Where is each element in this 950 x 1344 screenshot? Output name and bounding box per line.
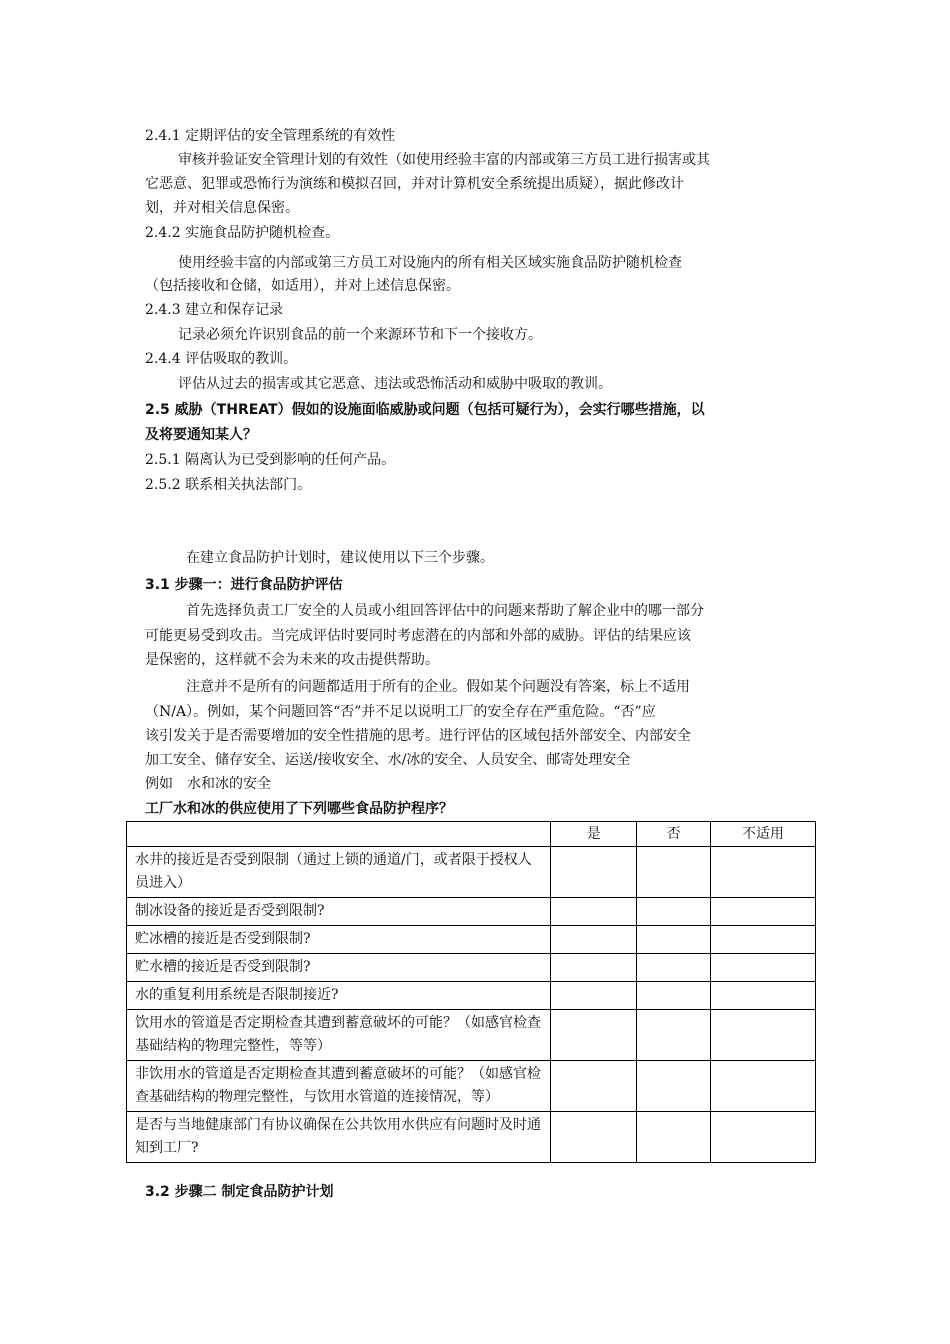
section-2-5-2-item: 2.5.2 联系相关执法部门。 [145,477,312,493]
paragraph-line: 审核并验证安全管理计划的有效性（如使用经验丰富的内部或第三方员工进行损害或其 [178,152,710,168]
yes-cell[interactable] [551,926,637,954]
section-2-4-3-heading: 2.4.3 建立和保存记录 [145,302,284,318]
question-cell: 制冰设备的接近是否受到限制? [127,898,551,926]
paragraph-line: 可能更易受到攻击。当完成评估时要同时考虑潜在的内部和外部的威胁。评估的结果应该 [145,628,691,644]
table-row [127,1010,816,1061]
table-header-row [127,822,816,847]
question-cell: 贮冰槽的接近是否受到限制? [127,926,551,954]
paragraph-line: 记录必须允许识别食品的前一个来源环节和下一个接收方。 [178,327,542,343]
paragraph-line: 评估从过去的损害或其它恶意、违法或恐怖活动和威胁中吸取的教训。 [178,376,612,392]
paragraph-line: （包括接收和仓储，如适用），并对上述信息保密。 [145,278,460,294]
paragraph-line: 它恶意、犯罪或恐怖行为演练和模拟召回，并对计算机安全系统提出质疑），据此修改计 [145,176,684,192]
no-cell[interactable] [637,1010,711,1061]
yes-cell[interactable] [551,1061,637,1112]
na-cell[interactable] [711,1061,816,1112]
table-row [127,982,816,1010]
na-cell[interactable] [711,926,816,954]
header-na: 不适用 [711,822,816,847]
question-cell: 饮用水的管道是否定期检查其遭到蓄意破坏的可能？（如感官检查基础结构的物理完整性，等等） [127,1010,551,1061]
no-cell[interactable] [637,926,711,954]
question-cell: 非饮用水的管道是否定期检查其遭到蓄意破坏的可能？（如感官检查基础结构的物理完整性，与饮用水管道的连接情况，等） [127,1061,551,1112]
section-2-4-1-heading: 2.4.1 定期评估的安全管理系统的有效性 [145,128,396,144]
table-row [127,1061,816,1112]
no-cell[interactable] [637,982,711,1010]
na-cell[interactable] [711,1112,816,1163]
table-row [127,954,816,982]
table-row [127,847,816,898]
yes-cell[interactable] [551,954,637,982]
paragraph-line: （N/A）。例如，某个问题回答“否”并不足以说明工厂的安全存在严重危险。“否”应 [145,704,656,720]
section-3-1-heading: 3.1 步骤一：进行食品防护评估 [145,577,343,593]
header-yes: 是 [551,822,637,847]
water-ice-checklist-table [126,821,816,1163]
table-row [127,1112,816,1163]
yes-cell[interactable] [551,898,637,926]
yes-cell[interactable] [551,847,637,898]
paragraph-line: 注意并不是所有的问题都适用于所有的企业。假如某个问题没有答案，标上不适用 [186,679,690,695]
example-label: 例如 水和冰的安全 [145,776,271,792]
table-row [127,926,816,954]
yes-cell[interactable] [551,1112,637,1163]
table-row [127,898,816,926]
question-cell: 贮水槽的接近是否受到限制? [127,954,551,982]
paragraph-line: 首先选择负责工厂安全的人员或小组回答评估中的问题来帮助了解企业中的哪一部分 [186,603,704,619]
section-2-4-2-heading: 2.4.2 实施食品防护随机检查。 [145,225,340,241]
no-cell[interactable] [637,954,711,982]
section-2-4-4-heading: 2.4.4 评估吸取的教训。 [145,351,298,367]
section-2-5-heading: 2.5 威胁（THREAT）假如的设施面临威胁或问题（包括可疑行为），会实行哪些措施，以 [145,402,705,418]
paragraph-line: 是保密的，这样就不会为未来的攻击提供帮助。 [145,652,439,668]
na-cell[interactable] [711,982,816,1010]
section-2-5-1-item: 2.5.1 隔离认为已受到影响的任何产品。 [145,452,396,468]
section-3-2-heading: 3.2 步骤二 制定食品防护计划 [145,1184,334,1200]
no-cell[interactable] [637,847,711,898]
paragraph-line: 使用经验丰富的内部或第三方员工对设施内的所有相关区域实施食品防护随机检查 [178,255,682,271]
na-cell[interactable] [711,1010,816,1061]
no-cell[interactable] [637,898,711,926]
question-cell: 是否与当地健康部门有协议确保在公共饮用水供应有问题时及时通知到工厂? [127,1112,551,1163]
question-cell: 水的重复利用系统是否限制接近? [127,982,551,1010]
header-question-cell [127,822,551,847]
paragraph-line: 该引发关于是否需要增加的安全性措施的思考。进行评估的区域包括外部安全、内部安全 [145,728,691,744]
paragraph-line: 加工安全、储存安全、运送/接收安全、水/冰的安全、人员安全、邮寄处理安全 [145,752,631,768]
table-caption: 工厂水和冰的供应使用了下列哪些食品防护程序？ [145,801,453,817]
na-cell[interactable] [711,847,816,898]
paragraph-line: 在建立食品防护计划时，建议使用以下三个步骤。 [186,550,494,566]
na-cell[interactable] [711,954,816,982]
paragraph-line: 划，并对相关信息保密。 [145,200,299,216]
na-cell[interactable] [711,898,816,926]
no-cell[interactable] [637,1112,711,1163]
header-no: 否 [637,822,711,847]
yes-cell[interactable] [551,1010,637,1061]
question-cell: 水井的接近是否受到限制（通过上锁的通道/门，或者限于授权人员进入） [127,847,551,898]
yes-cell[interactable] [551,982,637,1010]
section-2-5-heading-cont: 及将要通知某人？ [145,427,257,443]
no-cell[interactable] [637,1061,711,1112]
